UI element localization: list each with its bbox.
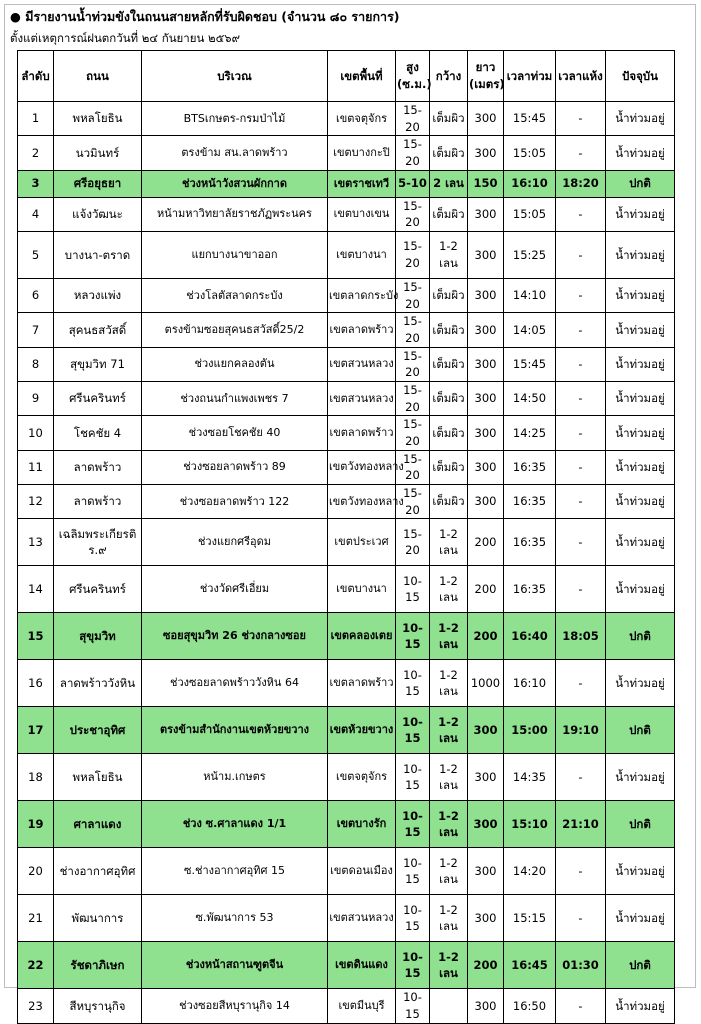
table-row	[18, 942, 675, 989]
cell-dry-time: -	[556, 232, 606, 279]
flood-report-table	[17, 50, 675, 1024]
header-height: สูง (ซ.ม.)	[396, 51, 430, 102]
cell-area: BTSเกษตร-กรมป่าไม้	[142, 102, 328, 136]
cell-no: 23	[18, 989, 54, 1023]
cell-district: เขตบางเขน	[328, 197, 396, 231]
cell-width: เต็มผิว	[430, 485, 468, 519]
cell-dry-time: -	[556, 566, 606, 613]
cell-flood-time: 14:35	[504, 754, 556, 801]
table-row	[18, 170, 675, 197]
cell-status: น้ำท่วมอยู่	[606, 754, 675, 801]
cell-length: 200	[468, 942, 504, 989]
cell-flood-time: 15:45	[504, 347, 556, 381]
cell-district: เขตสวนหลวง	[328, 382, 396, 416]
cell-width: 1-2 เลน	[430, 942, 468, 989]
cell-height: 10-15	[396, 801, 430, 848]
table-row	[18, 707, 675, 754]
cell-status: น้ำท่วมอยู่	[606, 566, 675, 613]
cell-status: น้ำท่วมอยู่	[606, 382, 675, 416]
cell-dry-time: -	[556, 197, 606, 231]
table-row	[18, 313, 675, 347]
cell-road: บางนา-ตราด	[54, 232, 142, 279]
cell-area: ตรงข้ามซอยสุคนธสวัสดิ์25/2	[142, 313, 328, 347]
cell-dry-time: -	[556, 279, 606, 313]
cell-flood-time: 16:35	[504, 519, 556, 566]
cell-dry-time: -	[556, 347, 606, 381]
cell-no: 5	[18, 232, 54, 279]
cell-status: ปกติ	[606, 613, 675, 660]
cell-status: น้ำท่วมอยู่	[606, 895, 675, 942]
header-width: กว้าง	[430, 51, 468, 102]
cell-flood-time: 15:25	[504, 232, 556, 279]
cell-length: 150	[468, 170, 504, 197]
cell-status: น้ำท่วมอยู่	[606, 450, 675, 484]
cell-flood-time: 15:05	[504, 197, 556, 231]
cell-area: ช่วงซอยโชคชัย 40	[142, 416, 328, 450]
cell-status: น้ำท่วมอยู่	[606, 197, 675, 231]
cell-road: ช่างอากาศอุทิศ	[54, 848, 142, 895]
cell-no: 6	[18, 279, 54, 313]
cell-district: เขตดินแดง	[328, 942, 396, 989]
cell-road: ศรีนครินทร์	[54, 382, 142, 416]
cell-length: 300	[468, 232, 504, 279]
cell-dry-time: -	[556, 313, 606, 347]
cell-height: 10-15	[396, 660, 430, 707]
cell-length: 1000	[468, 660, 504, 707]
cell-height: 10-15	[396, 707, 430, 754]
table-row	[18, 485, 675, 519]
cell-length: 300	[468, 848, 504, 895]
cell-length: 300	[468, 197, 504, 231]
cell-road: ลาดพร้าว	[54, 485, 142, 519]
cell-length: 300	[468, 754, 504, 801]
cell-length: 300	[468, 450, 504, 484]
cell-height: 15-20	[396, 416, 430, 450]
cell-dry-time: -	[556, 416, 606, 450]
cell-dry-time: -	[556, 102, 606, 136]
page-title: ● มีรายงานน้ำท่วมขังในถนนสายหลักที่รับผิดชอบ (จำนวน ๘๐ รายการ)	[10, 9, 400, 24]
cell-road: เฉลิมพระเกียรติ ร.๙	[54, 519, 142, 566]
table-row	[18, 382, 675, 416]
table-row	[18, 613, 675, 660]
table-row	[18, 801, 675, 848]
cell-width: เต็มผิว	[430, 197, 468, 231]
cell-dry-time: -	[556, 382, 606, 416]
cell-dry-time: -	[556, 136, 606, 170]
cell-road: พหลโยธิน	[54, 102, 142, 136]
table-row	[18, 895, 675, 942]
cell-status: น้ำท่วมอยู่	[606, 485, 675, 519]
cell-district: เขตจตุจักร	[328, 754, 396, 801]
table-row	[18, 660, 675, 707]
cell-width: เต็มผิว	[430, 450, 468, 484]
cell-length: 300	[468, 382, 504, 416]
cell-width: เต็มผิว	[430, 313, 468, 347]
cell-no: 14	[18, 566, 54, 613]
cell-district: เขตคลองเตย	[328, 613, 396, 660]
cell-dry-time: -	[556, 848, 606, 895]
cell-area: ช่วงหน้าสถานฑูตจีน	[142, 942, 328, 989]
table-row	[18, 566, 675, 613]
cell-height: 15-20	[396, 197, 430, 231]
cell-area: ช่วงถนนกำแพงเพชร 7	[142, 382, 328, 416]
cell-flood-time: 14:50	[504, 382, 556, 416]
cell-flood-time: 16:50	[504, 989, 556, 1023]
cell-height: 15-20	[396, 232, 430, 279]
cell-no: 4	[18, 197, 54, 231]
cell-no: 7	[18, 313, 54, 347]
cell-district: เขตวังทองหลาง	[328, 450, 396, 484]
cell-flood-time: 16:35	[504, 450, 556, 484]
cell-road: โชคชัย 4	[54, 416, 142, 450]
cell-area: หน้ามหาวิทยาลัยราชภัฏพระนคร	[142, 197, 328, 231]
table-row	[18, 848, 675, 895]
cell-no: 3	[18, 170, 54, 197]
cell-dry-time: -	[556, 485, 606, 519]
cell-area: ตรงข้ามสำนักงานเขตห้วยขวาง	[142, 707, 328, 754]
cell-dry-time: -	[556, 895, 606, 942]
cell-status: น้ำท่วมอยู่	[606, 313, 675, 347]
cell-area: ช่วงวัดศรีเอี่ยม	[142, 566, 328, 613]
cell-flood-time: 16:40	[504, 613, 556, 660]
cell-status: น้ำท่วมอยู่	[606, 848, 675, 895]
cell-status: น้ำท่วมอยู่	[606, 519, 675, 566]
cell-flood-time: 15:05	[504, 136, 556, 170]
table-row	[18, 279, 675, 313]
cell-height: 15-20	[396, 450, 430, 484]
cell-district: เขตสวนหลวง	[328, 347, 396, 381]
cell-no: 18	[18, 754, 54, 801]
cell-dry-time: -	[556, 660, 606, 707]
cell-dry-time: 18:20	[556, 170, 606, 197]
cell-height: 15-20	[396, 347, 430, 381]
cell-no: 16	[18, 660, 54, 707]
cell-district: เขตลาดพร้าว	[328, 660, 396, 707]
header-road: ถนน	[54, 51, 142, 102]
cell-height: 5-10	[396, 170, 430, 197]
cell-length: 300	[468, 102, 504, 136]
cell-area: ช่วงโลตัสลาดกระบัง	[142, 279, 328, 313]
table-row	[18, 102, 675, 136]
table-row	[18, 450, 675, 484]
cell-width: 1-2 เลน	[430, 754, 468, 801]
cell-flood-time: 14:20	[504, 848, 556, 895]
cell-height: 15-20	[396, 102, 430, 136]
cell-flood-time: 15:10	[504, 801, 556, 848]
cell-district: เขตประเวศ	[328, 519, 396, 566]
cell-area: ช่วง ซ.ศาลาแดง 1/1	[142, 801, 328, 848]
cell-area: ช่วงซอยลาดพร้าววังหิน 64	[142, 660, 328, 707]
cell-status: ปกติ	[606, 942, 675, 989]
cell-area: ช่วงแยกคลองตัน	[142, 347, 328, 381]
table-row	[18, 754, 675, 801]
cell-district: เขตลาดกระบัง	[328, 279, 396, 313]
cell-flood-time: 15:00	[504, 707, 556, 754]
cell-area: หน้าม.เกษตร	[142, 754, 328, 801]
cell-district: เขตดอนเมือง	[328, 848, 396, 895]
cell-status: น้ำท่วมอยู่	[606, 416, 675, 450]
cell-width: 1-2 เลน	[430, 801, 468, 848]
cell-road: สุขุมวิท 71	[54, 347, 142, 381]
cell-length: 300	[468, 136, 504, 170]
cell-district: เขตสวนหลวง	[328, 895, 396, 942]
cell-district: เขตบางรัก	[328, 801, 396, 848]
cell-status: ปกติ	[606, 170, 675, 197]
cell-width	[430, 989, 468, 1023]
header-length: ยาว (เมตร)	[468, 51, 504, 102]
cell-length: 300	[468, 485, 504, 519]
cell-flood-time: 14:10	[504, 279, 556, 313]
cell-no: 8	[18, 347, 54, 381]
cell-height: 15-20	[396, 485, 430, 519]
cell-flood-time: 16:35	[504, 566, 556, 613]
table-row	[18, 197, 675, 231]
cell-width: 1-2 เลน	[430, 707, 468, 754]
cell-area: ช่วงซอยลาดพร้าว 89	[142, 450, 328, 484]
cell-road: นวมินทร์	[54, 136, 142, 170]
cell-status: น้ำท่วมอยู่	[606, 660, 675, 707]
cell-height: 10-15	[396, 613, 430, 660]
cell-length: 200	[468, 566, 504, 613]
header-dry-time: เวลาแห้ง	[556, 51, 606, 102]
cell-no: 20	[18, 848, 54, 895]
cell-status: น้ำท่วมอยู่	[606, 279, 675, 313]
cell-width: เต็มผิว	[430, 136, 468, 170]
cell-height: 15-20	[396, 136, 430, 170]
flood-report-table-wrapper	[17, 50, 675, 1024]
cell-no: 2	[18, 136, 54, 170]
cell-flood-time: 15:15	[504, 895, 556, 942]
cell-length: 200	[468, 613, 504, 660]
cell-no: 12	[18, 485, 54, 519]
cell-road: ลาดพร้าววังหิน	[54, 660, 142, 707]
cell-height: 15-20	[396, 279, 430, 313]
cell-no: 13	[18, 519, 54, 566]
header-no: ลำดับ	[18, 51, 54, 102]
cell-dry-time: 21:10	[556, 801, 606, 848]
cell-district: เขตราชเทวี	[328, 170, 396, 197]
cell-width: 1-2 เลน	[430, 232, 468, 279]
cell-no: 1	[18, 102, 54, 136]
cell-road: ศาลาแดง	[54, 801, 142, 848]
cell-length: 200	[468, 519, 504, 566]
cell-height: 10-15	[396, 754, 430, 801]
cell-length: 300	[468, 989, 504, 1023]
cell-no: 22	[18, 942, 54, 989]
cell-no: 11	[18, 450, 54, 484]
cell-width: 1-2 เลน	[430, 848, 468, 895]
header-area: บริเวณ	[142, 51, 328, 102]
cell-road: พัฒนาการ	[54, 895, 142, 942]
cell-road: สุคนธสวัสดิ์	[54, 313, 142, 347]
cell-height: 10-15	[396, 566, 430, 613]
cell-area: ช่วงแยกศรีอุดม	[142, 519, 328, 566]
cell-width: 1-2 เลน	[430, 613, 468, 660]
cell-length: 300	[468, 347, 504, 381]
cell-height: 15-20	[396, 313, 430, 347]
table-row	[18, 232, 675, 279]
cell-area: ตรงข้าม สน.ลาดพร้าว	[142, 136, 328, 170]
cell-road: รัชดาภิเษก	[54, 942, 142, 989]
table-row	[18, 416, 675, 450]
cell-flood-time: 16:35	[504, 485, 556, 519]
cell-dry-time: 18:05	[556, 613, 606, 660]
cell-status: น้ำท่วมอยู่	[606, 102, 675, 136]
header-district: เขตพื้นที่	[328, 51, 396, 102]
cell-district: เขตวังทองหลาง	[328, 485, 396, 519]
cell-dry-time: -	[556, 519, 606, 566]
cell-area: ซ.ช่างอากาศอุทิศ 15	[142, 848, 328, 895]
cell-height: 15-20	[396, 382, 430, 416]
page-subtitle: ตั้งแต่เหตุการณ์ฝนตกวันที่ ๒๔ กันยายน ๒๕๖๙	[10, 31, 241, 45]
table-row	[18, 519, 675, 566]
table-body	[18, 102, 675, 1024]
cell-district: เขตมีนบุรี	[328, 989, 396, 1023]
cell-no: 19	[18, 801, 54, 848]
cell-dry-time: -	[556, 754, 606, 801]
cell-height: 10-15	[396, 895, 430, 942]
cell-road: สุขุมวิท	[54, 613, 142, 660]
cell-length: 300	[468, 801, 504, 848]
cell-no: 10	[18, 416, 54, 450]
cell-width: เต็มผิว	[430, 279, 468, 313]
cell-district: เขตบางนา	[328, 566, 396, 613]
cell-height: 10-15	[396, 989, 430, 1023]
table-row	[18, 989, 675, 1023]
cell-district: เขตห้วยขวาง	[328, 707, 396, 754]
cell-no: 15	[18, 613, 54, 660]
cell-width: เต็มผิว	[430, 102, 468, 136]
cell-height: 15-20	[396, 519, 430, 566]
cell-district: เขตบางนา	[328, 232, 396, 279]
cell-area: ซอยสุขุมวิท 26 ช่วงกลางซอย	[142, 613, 328, 660]
cell-area: แยกบางนาขาออก	[142, 232, 328, 279]
cell-area: ซ.พัฒนาการ 53	[142, 895, 328, 942]
cell-dry-time: -	[556, 450, 606, 484]
cell-no: 17	[18, 707, 54, 754]
cell-road: ลาดพร้าว	[54, 450, 142, 484]
cell-status: น้ำท่วมอยู่	[606, 232, 675, 279]
cell-dry-time: -	[556, 989, 606, 1023]
cell-flood-time: 16:10	[504, 660, 556, 707]
cell-road: สีหบุรานุกิจ	[54, 989, 142, 1023]
cell-height: 10-15	[396, 848, 430, 895]
cell-no: 9	[18, 382, 54, 416]
cell-area: ช่วงซอยลาดพร้าว 122	[142, 485, 328, 519]
table-row	[18, 136, 675, 170]
cell-status: น้ำท่วมอยู่	[606, 347, 675, 381]
cell-road: แจ้งวัฒนะ	[54, 197, 142, 231]
cell-width: 2 เลน	[430, 170, 468, 197]
cell-district: เขตจตุจักร	[328, 102, 396, 136]
cell-width: เต็มผิว	[430, 347, 468, 381]
cell-dry-time: 19:10	[556, 707, 606, 754]
cell-status: น้ำท่วมอยู่	[606, 136, 675, 170]
cell-status: น้ำท่วมอยู่	[606, 989, 675, 1023]
cell-width: 1-2 เลน	[430, 895, 468, 942]
cell-length: 300	[468, 416, 504, 450]
cell-flood-time: 14:25	[504, 416, 556, 450]
cell-road: ศรีอยุธยา	[54, 170, 142, 197]
cell-road: ศรีนครินทร์	[54, 566, 142, 613]
cell-length: 300	[468, 313, 504, 347]
header-status: ปัจจุบัน	[606, 51, 675, 102]
cell-width: 1-2 เลน	[430, 660, 468, 707]
cell-width: 1-2 เลน	[430, 519, 468, 566]
cell-width: เต็มผิว	[430, 382, 468, 416]
table-header-row	[18, 51, 675, 102]
cell-road: ประชาอุทิศ	[54, 707, 142, 754]
cell-flood-time: 16:10	[504, 170, 556, 197]
cell-road: หลวงแพ่ง	[54, 279, 142, 313]
cell-width: เต็มผิว	[430, 416, 468, 450]
cell-length: 300	[468, 707, 504, 754]
table-row	[18, 347, 675, 381]
cell-dry-time: 01:30	[556, 942, 606, 989]
cell-status: ปกติ	[606, 707, 675, 754]
cell-area: ช่วงซอยสีหบุรานุกิจ 14	[142, 989, 328, 1023]
cell-flood-time: 15:45	[504, 102, 556, 136]
cell-length: 300	[468, 279, 504, 313]
cell-flood-time: 16:45	[504, 942, 556, 989]
cell-district: เขตบางกะปิ	[328, 136, 396, 170]
cell-district: เขตลาดพร้าว	[328, 416, 396, 450]
cell-flood-time: 14:05	[504, 313, 556, 347]
cell-length: 300	[468, 895, 504, 942]
cell-height: 10-15	[396, 942, 430, 989]
cell-status: ปกติ	[606, 801, 675, 848]
cell-no: 21	[18, 895, 54, 942]
cell-area: ช่วงหน้าวังสวนผักกาด	[142, 170, 328, 197]
cell-district: เขตลาดพร้าว	[328, 313, 396, 347]
cell-road: พหลโยธิน	[54, 754, 142, 801]
cell-width: 1-2 เลน	[430, 566, 468, 613]
header-flood-time: เวลาท่วม	[504, 51, 556, 102]
